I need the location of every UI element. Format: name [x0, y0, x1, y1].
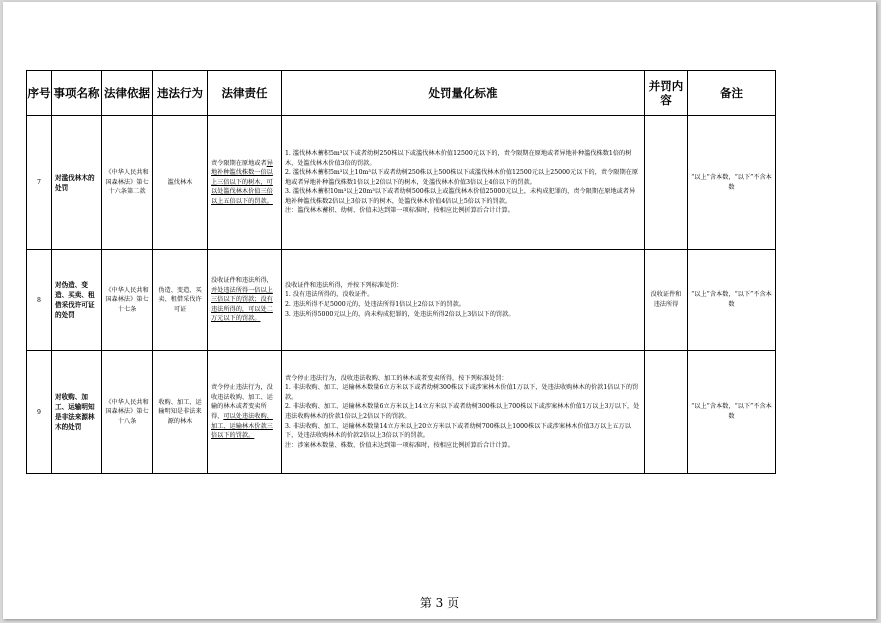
page-number: 第 3 页 — [419, 596, 460, 610]
row-seq: 9 — [27, 351, 52, 474]
row-legal-basis: 《中华人民共和国森林法》第七十六条第二款 — [102, 116, 153, 250]
standard-line: 2. 违法所得不足5000元的，处违法所得1倍以上2倍以下的罚款。 — [285, 301, 465, 308]
row-combined: 没收证件和违法所得 — [645, 250, 688, 351]
row-standard — [282, 351, 645, 474]
header-item-name: 事项名称 — [52, 71, 102, 116]
row-standard — [282, 250, 645, 351]
row-liability — [208, 250, 282, 351]
document-page — [3, 2, 876, 619]
liability-plain: 责令限期在原地或者 — [211, 159, 267, 167]
standard-line: 没收证件和违法所得，并按下列标准处罚： — [285, 281, 403, 289]
standard-line: 1. 非法收购、加工、运输林木数量6立方米以下或者幼树300株以下或涉案林木价值1万以下，处违法收购林木的价款1倍以下的罚款。 — [285, 384, 639, 401]
row-legal-basis: 《中华人民共和国森林法》第七十七条 — [102, 250, 153, 351]
row-remarks: “以上”含本数，“以下”不含本数 — [688, 116, 776, 250]
header-liability: 法律责任 — [208, 71, 282, 116]
standard-line: 注：滥伐林木蓄积、幼树、价值未达到第一项标准时，按相应比例折算后合计计算。 — [285, 207, 514, 215]
header-combined: 并罚内容 — [645, 71, 688, 116]
table-row — [27, 250, 776, 351]
row-violation: 收购、加工、运输明知是非法来源的林木 — [153, 351, 208, 474]
row-standard — [282, 116, 645, 250]
liability-underlined: 并处违法所得一倍以上三倍以下的罚款；没有违法所得的，可以处二万元以下的罚款。 — [211, 286, 273, 323]
standard-line: 1. 没有违法所得的，没收证件。 — [285, 291, 374, 299]
row-seq: 8 — [27, 250, 52, 351]
header-remarks: 备注 — [688, 71, 776, 116]
row-legal-basis: 《中华人民共和国森林法》第七十八条 — [102, 351, 153, 474]
header-legal-basis: 法律依据 — [102, 71, 153, 116]
header-standard: 处罚量化标准 — [282, 71, 645, 116]
row-combined — [645, 351, 688, 474]
row-item-name: 对伪造、变造、买卖、租借采伐许可证的处罚 — [52, 250, 102, 351]
row-liability — [208, 351, 282, 474]
row-item-name: 对滥伐林木的处罚 — [52, 116, 102, 250]
liability-plain: 没收证件和违法所得， — [211, 277, 273, 285]
row-remarks: “以上”含本数，“以下”不含本数 — [688, 250, 776, 351]
liability-underlined: 可以处违法收购、加工、运输林木价款三倍以下的罚款。 — [211, 413, 273, 440]
liability-plain: 责令停止违法行为，没收违法收购、加工、运输的林木或者变卖所得， — [211, 384, 273, 420]
standard-line: 2. 滥伐林木蓄积5m³以上10m³以下或者幼树250株以上500株以下或滥伐林木价值12500元以上25000元以下的，责令限期在原地或者异地补种滥伐株数1倍以上2倍以下的树木，处滥伐林木价值3倍以上4倍以下的罚款。 — [285, 169, 639, 186]
row-seq: 7 — [27, 116, 52, 250]
header-seq: 序号 — [27, 71, 52, 116]
row-violation: 滥伐林木 — [153, 116, 208, 250]
row-combined — [645, 116, 688, 250]
standard-line: 1. 滥伐林木蓄积5m³以下或者幼树250株以下或滥伐林木价值12500元以下的，责令限期在原地或者异地补种滥伐株数1倍的树木，处滥伐林木价值3倍的罚款。 — [285, 149, 632, 167]
header-violation: 违法行为 — [153, 71, 208, 116]
row-item-name: 对收购、加工、运输明知是非法来源林木的处罚 — [52, 351, 102, 474]
standard-line: 3. 滥伐林木蓄积10m³以上20m³以下或者幼树500株以上或滥伐林木价值25000元以上，未构成犯罪的，责令限期在原地或者异地补种滥伐株数2倍以上3倍以下的树木，处滥伐林木价值4倍以上5倍以下的罚款。 — [285, 188, 636, 205]
standard-line: 责令停止违法行为，没收违法收购、加工的林木或者变卖所得，按下列标准处罚： — [285, 374, 508, 382]
row-liability — [208, 116, 282, 250]
row-remarks: “以上”含本数，“以下”不含本数 — [688, 351, 776, 474]
table-row — [27, 351, 776, 474]
standard-line: 2. 非法收购、加工、运输林木数量6立方米以上14立方米以下或者幼树300株以上700株以下或涉案林木价值1万以上3万以下，处违法收购林木的价款1倍以上2倍以下的罚款。 — [285, 403, 640, 420]
penalty-table — [26, 70, 776, 474]
table-header-row — [27, 71, 776, 116]
standard-line: 3. 违法所得5000元以上的，尚未构成犯罪的，处违法所得2倍以上3倍以下的罚款。 — [285, 310, 515, 318]
row-violation: 伪造、变造、买卖、租借采伐许可证 — [153, 250, 208, 351]
table-row — [27, 116, 776, 250]
standard-line: 3. 非法收购、加工、运输林木数量14立方米以上20立方米以下或者幼树700株以上1000株以下或涉案林木价值3万以上五万以下，处违法收购林木的价款2倍以上3倍以下的罚款。 — [285, 422, 631, 440]
standard-line: 注：涉案林木数量、株数、价值未达到第一项标准时，按相应比例折算后合计计算。 — [285, 441, 514, 449]
liability-underlined: 异地补种滥伐株数一倍以上三倍以下的树木，可以处滥伐林木价值三倍以上五倍以下的罚款。 — [211, 159, 273, 205]
